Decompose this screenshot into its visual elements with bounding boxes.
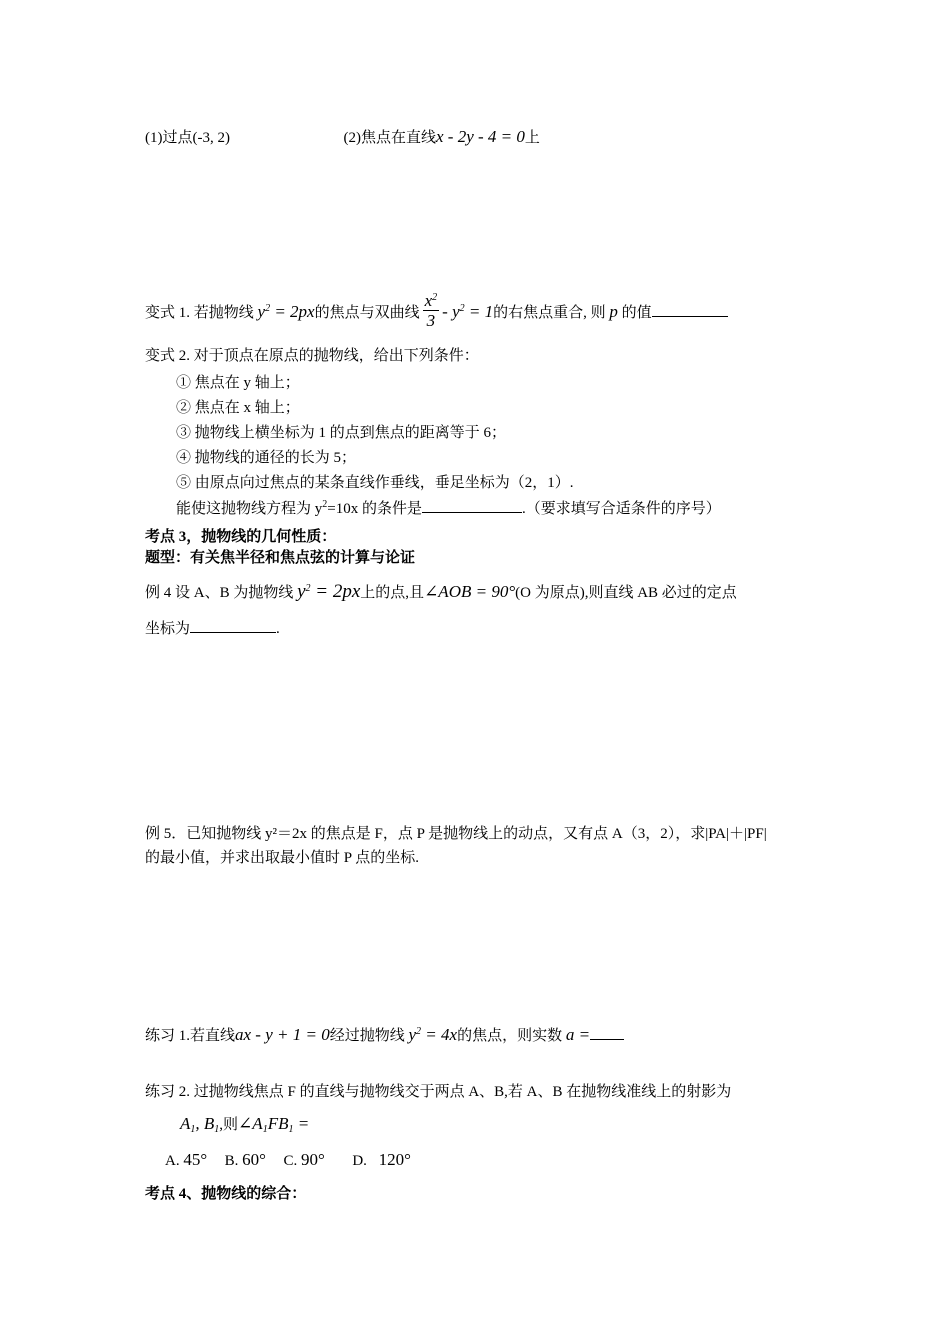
- answer-blank[interactable]: [590, 1025, 624, 1040]
- option-c[interactable]: C. 90°: [283, 1150, 325, 1169]
- answer-options: [165, 1150, 411, 1171]
- practice-2-line-2: $A_1$, $B_1$,则$\angle A_1FB_1$ =: [180, 1114, 310, 1135]
- condition-5: ⑤ 由原点向过焦点的某条直线作垂线，垂足坐标为（2，1）.: [176, 475, 574, 491]
- example-5-line-2: 的最小值，并求出取最小值时 P 点的坐标.: [145, 850, 420, 866]
- variant-1: [145, 291, 728, 333]
- condition-4: ④ 抛物线的通径的长为 5；: [176, 450, 357, 466]
- variant-2-question: 能使这抛物线方程为 $y^2=10x$ 的条件是 .（要求填写合适条件的序号）: [176, 499, 721, 517]
- section-title-4: 考点 4、抛物线的综合：: [145, 1186, 307, 1202]
- option-b[interactable]: B. 60°: [224, 1150, 266, 1169]
- variant-1-end: 的值: [621, 304, 652, 321]
- section-title-3: 考点 3，抛物线的几何性质：: [145, 529, 337, 545]
- practice-1: 练习 1.若直线ax - y + 1 = 0经过抛物线 $y^2 = 4x$的焦点，则实数 a =: [145, 1023, 624, 1048]
- problem-line-1: [145, 127, 540, 148]
- variant-1-var: p: [609, 301, 618, 321]
- item-2-equation: x - 2y - 4 = 0: [435, 127, 525, 146]
- answer-blank[interactable]: [652, 302, 728, 317]
- item-1: (1)过点(-3, 2): [145, 130, 230, 146]
- variant-1-fraction: $\frac{x^2}{3}$: [424, 291, 438, 330]
- item-2-prefix: (2)焦点在直线: [343, 130, 436, 146]
- angle-aob: ∠AOB = 90°: [424, 582, 516, 601]
- section-subtitle-3: 题型：有关焦半径和焦点弦的计算与论证: [145, 550, 416, 566]
- variant-1-eq1: $y^2 = 2px$: [257, 301, 315, 321]
- line-equation: ax - y + 1 = 0: [235, 1025, 330, 1044]
- variant-2-intro: 变式 2. 对于顶点在原点的抛物线，给出下列条件：: [145, 348, 479, 364]
- var-a: a =: [565, 1025, 591, 1044]
- option-a[interactable]: A. 45°: [165, 1150, 208, 1169]
- variant-1-middle: 的焦点与双曲线: [314, 304, 420, 321]
- example-4-line-2: 坐标为 .: [145, 618, 280, 639]
- answer-blank[interactable]: [190, 618, 276, 633]
- example-4-line-1: 例 4 设 A、B 为抛物线 $y^2 = 2px$上的点,且∠AOB = 90°(O 为原点),则直线 AB 必过的定点: [145, 581, 737, 602]
- example-5-line-1: 例 5．已知抛物线 y²＝2x 的焦点是 F，点 P 是抛物线上的动点，又有点 A（3，2），求|PA|＋|PF|: [145, 826, 767, 842]
- condition-2: ② 焦点在 x 轴上；: [176, 400, 300, 416]
- variant-1-eq2: - $y^2 = 1$: [442, 301, 494, 321]
- condition-1: ① 焦点在 y 轴上；: [176, 375, 300, 391]
- option-d[interactable]: D. 120°: [352, 1150, 411, 1169]
- practice-2-line-1: 练习 2. 过抛物线焦点 F 的直线与抛物线交于两点 A、B,若 A、B 在抛物线准线上的射影为: [145, 1084, 732, 1100]
- answer-blank[interactable]: [422, 498, 522, 513]
- condition-3: ③ 抛物线上横坐标为 1 的点到焦点的距离等于 6；: [176, 425, 507, 441]
- variant-1-prefix: 变式 1. 若抛物线: [145, 304, 254, 321]
- item-2-suffix: 上: [524, 130, 540, 146]
- variant-1-suffix: 的右焦点重合, 则: [493, 304, 606, 321]
